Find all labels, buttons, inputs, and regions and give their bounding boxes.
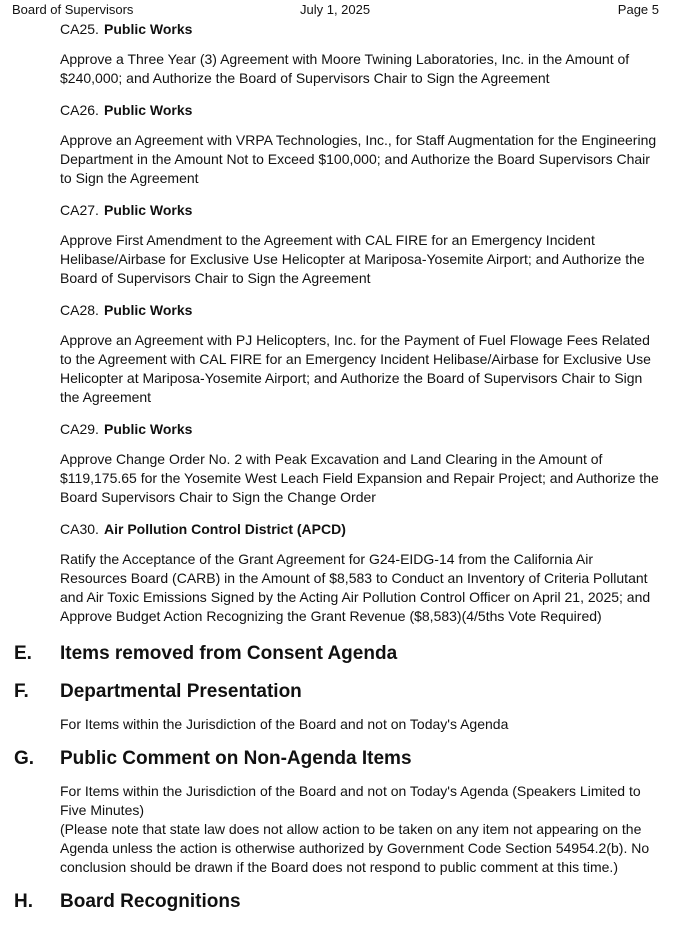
item-heading xyxy=(60,20,660,39)
section-description: For Items within the Jurisdiction of the Board and not on Today's Agenda xyxy=(60,716,509,732)
header-page-number: Page 5 xyxy=(617,2,659,17)
item-heading xyxy=(60,201,660,220)
item-code: CA30. xyxy=(60,521,99,537)
agenda-item-ca30 xyxy=(60,520,660,626)
section-title: Items removed from Consent Agenda xyxy=(60,643,398,664)
item-code: CA28. xyxy=(60,302,99,318)
item-department: Air Pollution Control District (APCD) xyxy=(104,521,346,537)
section-title: Board Recognitions xyxy=(60,891,241,912)
section-e xyxy=(0,639,680,669)
section-description xyxy=(60,782,660,877)
item-code: CA25. xyxy=(60,21,99,37)
agenda-item-ca27 xyxy=(60,201,660,288)
item-department: Public Works xyxy=(104,202,193,218)
item-code: CA27. xyxy=(60,202,99,218)
section-letter: H. xyxy=(14,891,33,912)
item-code: CA29. xyxy=(60,421,99,437)
item-description: Ratify the Acceptance of the Grant Agreement for G24-EIDG-14 from the California Air Resources Board (CARB) in the Amount of $8,583 to Conduct an Inventory of Criteria Pollutant and Air Toxic Emissions Signed by the Acting Air Pollution Control Officer on April 21, 2025; and Approve Budget Action Recognizing the Grant Revenue ($8,583)(4/5ths Vote Required) xyxy=(60,551,651,624)
header-board-name: Board of Supervisors xyxy=(12,2,134,17)
item-heading xyxy=(60,101,660,120)
agenda-item-ca25 xyxy=(60,20,660,88)
agenda-content xyxy=(0,20,680,917)
item-department: Public Works xyxy=(104,102,193,118)
section-title: Departmental Presentation xyxy=(60,681,302,702)
section-heading xyxy=(0,887,680,917)
header-date: July 1, 2025 xyxy=(300,2,371,17)
section-letter: E. xyxy=(14,643,32,664)
section-description-line: For Items within the Jurisdiction of the Board and not on Today's Agenda (Speakers Limited to Five Minutes) xyxy=(60,783,641,818)
section-letter: F. xyxy=(14,681,29,702)
section-heading xyxy=(0,744,680,774)
item-description: Approve First Amendment to the Agreement with CAL FIRE for an Emergency Incident Helibase/Airbase for Exclusive Use Helicopter at Mariposa-Yosemite Airport; and Authorize the Board of Supervisors Chair to Sign the Agreement xyxy=(60,232,645,286)
section-heading xyxy=(0,639,680,669)
section-h xyxy=(0,887,680,917)
section-heading xyxy=(0,677,680,707)
item-heading xyxy=(60,520,660,539)
item-department: Public Works xyxy=(104,421,193,437)
section-note: (Please note that state law does not allow action to be taken on any item not appearing on the Agenda unless the action is otherwise authorized by Government Code Section 54954.2(b). No conclusion should be drawn if the Board does not respond to public comment at this time.) xyxy=(60,821,650,875)
section-f xyxy=(0,677,680,734)
item-heading xyxy=(60,420,660,439)
agenda-item-ca29 xyxy=(60,420,660,507)
item-description: Approve a Three Year (3) Agreement with Moore Twining Laboratories, Inc. in the Amount of $240,000; and Authorize the Board of Supervisors Chair to Sign the Agreement xyxy=(60,51,630,86)
section-letter: G. xyxy=(14,748,35,769)
item-description: Approve an Agreement with VRPA Technologies, Inc., for Staff Augmentation for the Engineering Department in the Amount Not to Exceed $100,000; and Authorize the Board Supervisors Chair to Sign the Agreement xyxy=(60,132,657,186)
item-code: CA26. xyxy=(60,102,99,118)
item-description: Approve Change Order No. 2 with Peak Excavation and Land Clearing in the Amount of $119,175.65 for the Yosemite West Leach Field Expansion and Repair Project; and Authorize the Board Supervisors Chair to Sign the Change Order xyxy=(60,451,659,505)
agenda-item-ca26 xyxy=(60,101,660,188)
item-department: Public Works xyxy=(104,21,193,37)
item-department: Public Works xyxy=(104,302,193,318)
item-description: Approve an Agreement with PJ Helicopters, Inc. for the Payment of Fuel Flowage Fees Related to the Agreement with CAL FIRE for an Emergency Incident Helibase/Airbase for Exclusive Use Helicopter at Mariposa-Yosemite Airport; and Authorize the Board of Supervisors Chair to Sign the Agreement xyxy=(60,332,651,405)
section-title: Public Comment on Non-Agenda Items xyxy=(60,748,412,769)
section-g xyxy=(0,744,680,877)
page-header xyxy=(12,2,659,20)
item-heading xyxy=(60,301,660,320)
agenda-item-ca28 xyxy=(60,301,660,407)
